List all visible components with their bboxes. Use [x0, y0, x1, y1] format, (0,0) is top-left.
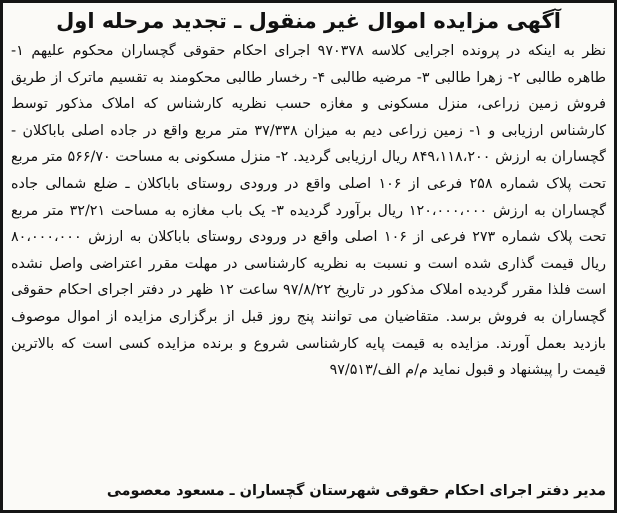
- notice-signature: مدیر دفتر اجرای احکام حقوقی شهرستان گچساران ـ مسعود معصومی: [106, 483, 606, 499]
- notice-body: نظر به اینکه در پرونده اجرایی کلاسه ۹۷۰۳۷۸ اجرای احکام حقوقی گچساران محکوم علیهم ۱- طاهره طالبی ۲- زهرا طالبی ۳- مرضیه طالبی ۴- رخسار طالبی محکومند به تقسیم ماترک از طریق فروش زمین زراعی، منزل مسکونی و مغازه حسب نظریه کارشناس که املاک مذکور توسط کارشناس ارزیابی و ۱- زمین زراعی دیم به میزان ۳۷/۳۳۸ متر مربع واقع در جاده اصلی باباکلان - گچساران به ارزش ۸۴۹،۱۱۸،۲۰۰ ریال ارزیابی گردید. ۲- منزل مسکونی به مساحت ۵۶۶/۷۰ متر مربع تحت پلاک شماره ۲۵۸ فرعی از ۱۰۶ اصلی واقع در ورودی روستای باباکلان ـ ضلع شمالی جاده گچساران به ارزش ۱۲۰،۰۰۰،۰۰۰ ریال برآورد گردیده ۳- یک باب مغازه به مساحت ۳۲/۲۱ متر مربع تحت پلاک شماره ۲۷۳ فرعی از ۱۰۶ اصلی واقع در ورودی روستای باباکلان به ارزش ۸۰،۰۰۰،۰۰۰ ریال قیمت گذاری شده است و نسبت به نظریه کارشناسی در مهلت مقرر اعتراضی واصل نشده است فلذا مقرر گردیده املاک مذکور در تاریخ ۹۷/۸/۲۲ ساعت ۱۲ ظهر در دفتر اجرای احکام حقوقی گچساران به فروش برسد. متقاضیان می توانند پنج روز قبل از برگزاری مزایده از اموال موصوف بازدید بعمل آورند. مزایده به قیمت پایه کارشناسی شروع و برنده مزایده کسی است که بالاترین قیمت را پیشنهاد و قبول نماید م/م الف/۹۷/۵۱۳: [11, 43, 607, 379]
- notice-title: آگهی مزایده اموال غیر منقول ـ تجدید مرحله اول: [56, 9, 561, 33]
